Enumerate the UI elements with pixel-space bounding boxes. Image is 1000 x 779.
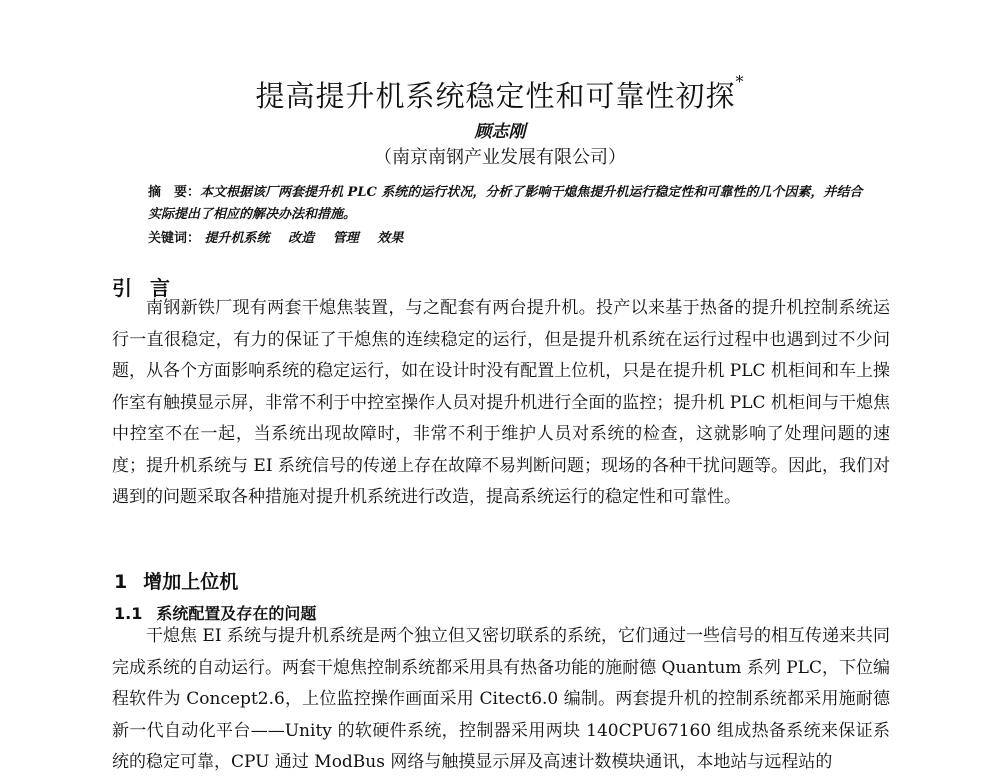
section-1-1-paragraph: 干熄焦 EI 系统与提升机系统是两个独立但又密切联系的系统，它们通过一些信号的相互传递来共同完成系统的自动运行。两套干熄焦控制系统都采用具有热备功能的施耐德 Quantum 系列 PLC，下位编程软件为 Concept2.6，上位监控操作画面采用 Citect6.0 编制。两套提升机的控制系统都采用施耐德新一代自动化平台——Unity 的软硬件系统，控制器采用两块 140CPU67160 组成热备系统来保证系统的稳定可靠，CPU 通过 ModBus 网络与触摸显示屏及高速计数模块通讯，本地站与远程站的 [112, 626, 890, 772]
author-name: 顾志刚 [474, 122, 526, 142]
keyword: 改造 [288, 231, 315, 246]
section-1-1-body [112, 621, 890, 779]
keywords [148, 227, 868, 246]
section-1-1-number: 1.1 [114, 604, 143, 623]
title-footnote-mark: * [735, 72, 745, 91]
keyword: 管理 [332, 231, 359, 246]
section-1-heading [114, 567, 238, 594]
intro-paragraph: 南钢新铁厂现有两套干熄焦装置，与之配套有两台提升机。投产以来基于热备的提升机控制系统运行一直很稳定，有力的保证了干熄焦的连续稳定的运行，但是提升机系统在运行过程中也遇到过不少问题，从各个方面影响系统的稳定运行，如在设计时没有配置上位机，只是在提升机 PLC 机柜间和车上操作室有触摸显示屏，非常不利于中控室操作人员对提升机进行全面的监控；提升机 PLC 机柜间与干熄焦中控室不在一起，当系统出现故障时，非常不利于维护人员对系统的检查，这就影响了处理问题的速度；提升机系统与 EI 系统信号的传递上存在故障不易判断问题；现场的各种干扰问题等。因此，我们对遇到的问题采取各种措施对提升机系统进行改造，提高系统运行的稳定性和可靠性。 [112, 298, 890, 507]
abstract-text: 本文根据该厂两套提升机 PLC 系统的运行状况，分析了影响干熄焦提升机运行稳定性和可靠性的几个因素，并结合实际提出了相应的解决办法和措施。 [148, 185, 863, 222]
keyword: 效果 [377, 231, 404, 246]
section-1-number: 1 [114, 571, 128, 593]
affiliation: （南京南钢产业发展有限公司） [374, 147, 626, 168]
intro-heading: 引言 [112, 276, 188, 300]
section-1-1-title: 系统配置及存在的问题 [156, 604, 317, 623]
keyword: 提升机系统 [204, 231, 270, 246]
abstract [148, 182, 868, 226]
paper-title [0, 74, 1000, 115]
keywords-label: 关键词： [148, 231, 201, 246]
section-1-title: 增加上位机 [143, 571, 239, 593]
paper-title-text: 提高提升机系统稳定性和可靠性初探 [255, 79, 736, 113]
intro-body [112, 293, 890, 514]
abstract-label: 摘 要： [148, 185, 201, 200]
